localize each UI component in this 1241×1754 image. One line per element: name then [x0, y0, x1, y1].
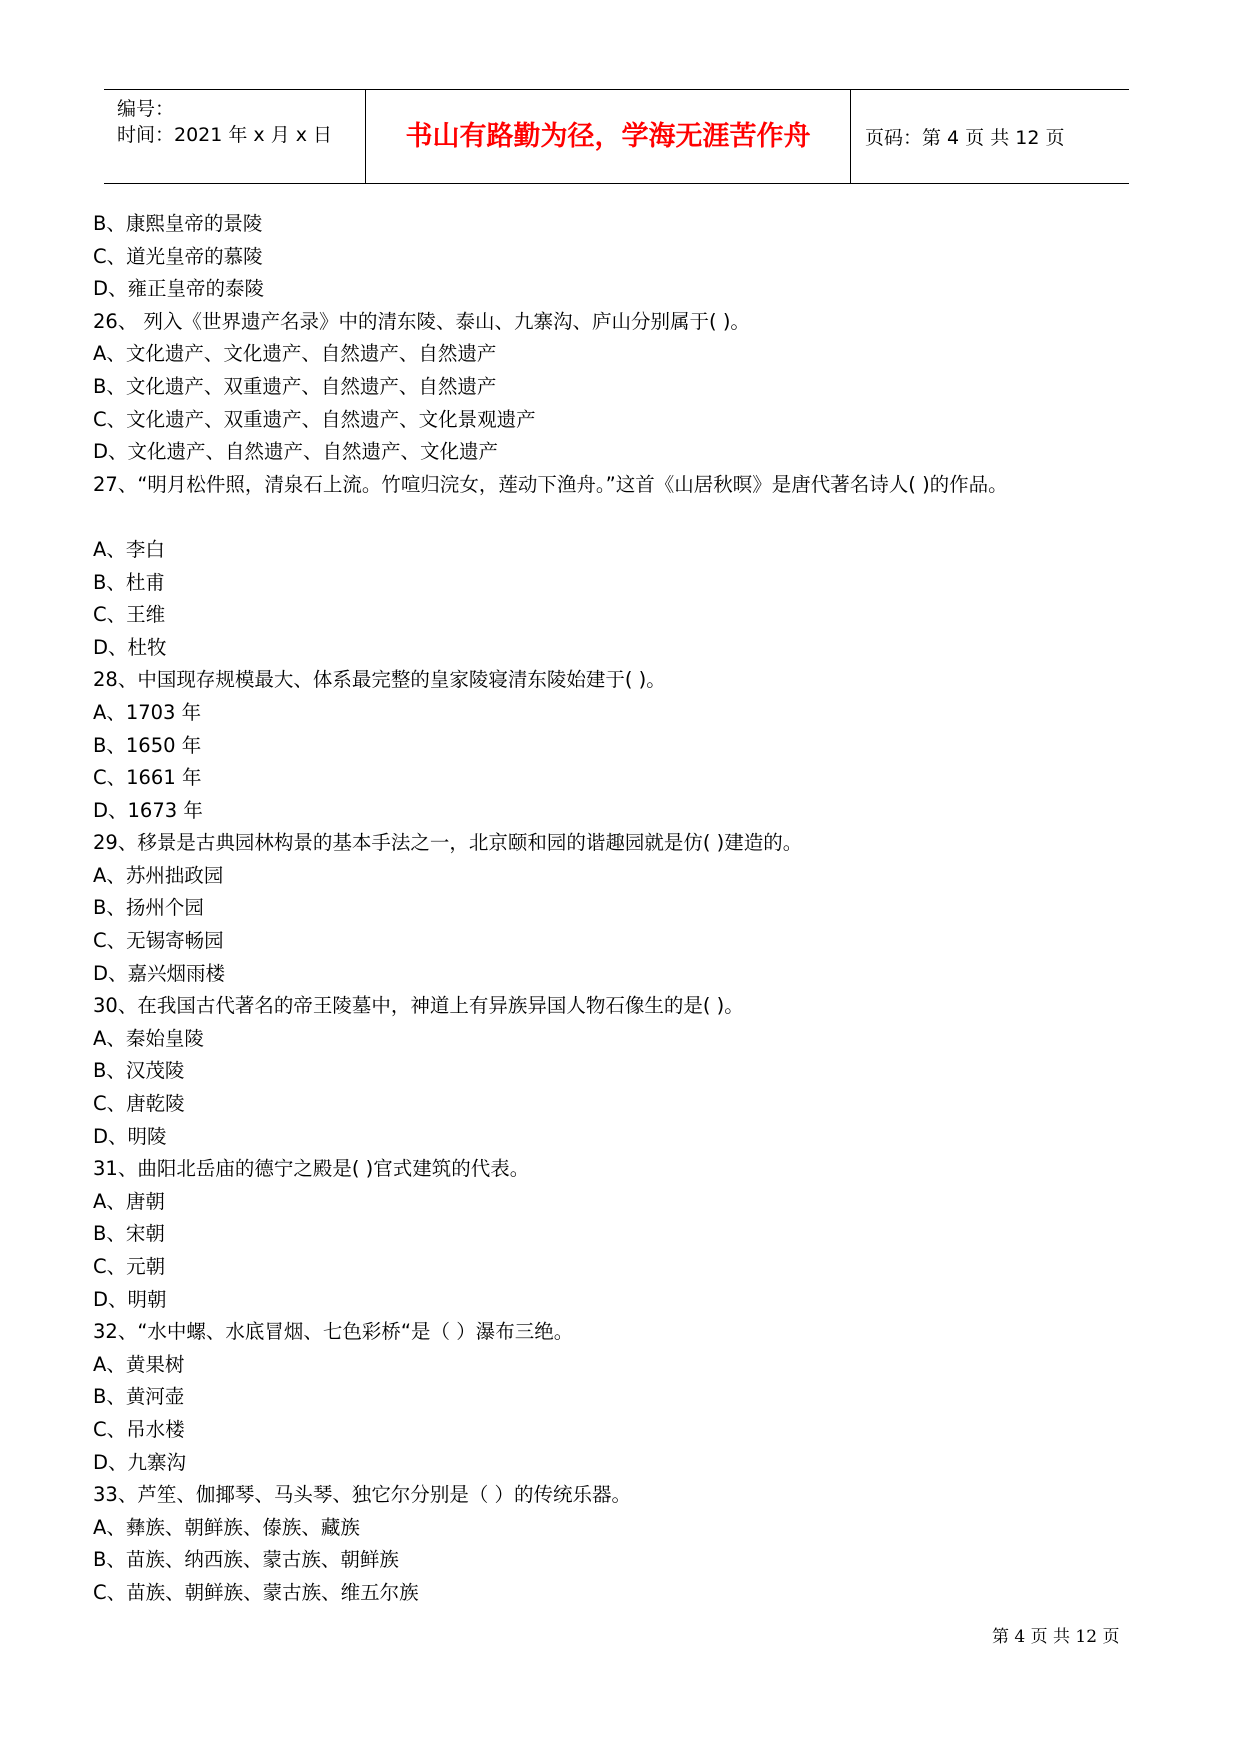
option-line: C、王维: [93, 603, 166, 627]
option-line: B、杜甫: [93, 570, 165, 594]
option-line: B、苗族、纳西族、蒙古族、朝鲜族: [93, 1548, 399, 1572]
question-line: 33、芦笙、伽揶琴、马头琴、独它尔分别是（ ）的传统乐器。: [93, 1483, 632, 1507]
header-middle-cell: [366, 90, 851, 183]
question-line: 26、 列入《世界遗产名录》中的清东陵、泰山、九寨沟、庐山分别属于( )。: [93, 309, 750, 333]
option-line: B、宋朝: [93, 1222, 165, 1246]
question-line: 30、在我国古代著名的帝王陵墓中，神道上有异族异国人物石像生的是( )。: [93, 994, 744, 1018]
option-line: B、康熙皇帝的景陵: [93, 212, 263, 235]
option-line: D、雍正皇帝的泰陵: [93, 277, 265, 301]
option-line: A、文化遗产、文化遗产、自然遗产、自然遗产: [93, 342, 497, 366]
option-line: A、黄果树: [93, 1352, 185, 1376]
option-line: C、道光皇帝的慕陵: [93, 244, 263, 268]
question-line: 31、曲阳北岳庙的德宁之殿是( )官式建筑的代表。: [93, 1157, 530, 1181]
option-line: D、明陵: [93, 1124, 167, 1148]
option-line: D、明朝: [93, 1287, 167, 1311]
option-line: A、苏州拙政园: [93, 863, 224, 887]
option-line: D、文化遗产、自然遗产、自然遗产、文化遗产: [93, 440, 499, 464]
question-line: 29、移景是古典园林构景的基本手法之一，北京颐和园的谐趣园就是仿( )建造的。: [93, 831, 803, 855]
option-line: C、无锡寄畅园: [93, 929, 224, 953]
question-line: 27、“明月松件照，清泉石上流。竹喧归浣女，莲动下渔舟。”这首《山居秋暝》是唐代著名诗人( )的作品。: [93, 472, 1008, 496]
option-line: A、秦始皇陵: [93, 1026, 204, 1050]
option-line: C、苗族、朝鲜族、蒙古族、维五尔族: [93, 1580, 419, 1604]
option-line: B、汉茂陵: [93, 1059, 185, 1083]
header-left-cell: [104, 90, 366, 183]
option-line: B、扬州个园: [93, 896, 204, 920]
option-line: C、吊水楼: [93, 1417, 185, 1441]
option-line: C、1661 年: [93, 766, 202, 790]
question-line: 28、中国现存规模最大、体系最完整的皇家陵寝清东陵始建于( )。: [93, 668, 666, 692]
option-line: B、黄河壶: [93, 1385, 185, 1409]
serial-label: 编号：: [117, 98, 175, 120]
page-footer: 第 4 页 共 12 页: [992, 1627, 1120, 1647]
option-line: C、元朝: [93, 1255, 166, 1278]
option-line: D、九寨沟: [93, 1450, 187, 1474]
question-line: 32、“水中螺、水底冒烟、七色彩桥“是（ ）瀑布三绝。: [93, 1320, 574, 1344]
option-line: A、唐朝: [93, 1189, 165, 1213]
option-line: A、彝族、朝鲜族、傣族、藏族: [93, 1515, 360, 1539]
option-line: C、唐乾陵: [93, 1092, 185, 1116]
page-label: 页码：第 4 页 共 12 页: [865, 127, 1065, 149]
option-line: A、1703 年: [93, 700, 202, 724]
option-line: A、李白: [93, 537, 165, 561]
document-header: [104, 89, 1129, 184]
time-label: 时间：2021 年 x 月 x 日: [117, 124, 333, 146]
option-line: D、杜牧: [93, 635, 167, 659]
option-line: B、文化遗产、双重遗产、自然遗产、自然遗产: [93, 374, 497, 398]
question-content: [93, 208, 1143, 1610]
option-line: D、嘉兴烟雨楼: [93, 961, 226, 985]
option-line: D、1673 年: [93, 798, 203, 822]
option-line: B、1650 年: [93, 733, 202, 757]
header-right-cell: [851, 90, 1129, 183]
option-line: C、文化遗产、双重遗产、自然遗产、文化景观遗产: [93, 407, 536, 431]
motto: 书山有路勤为径，学海无涯苦作舟: [405, 121, 811, 152]
